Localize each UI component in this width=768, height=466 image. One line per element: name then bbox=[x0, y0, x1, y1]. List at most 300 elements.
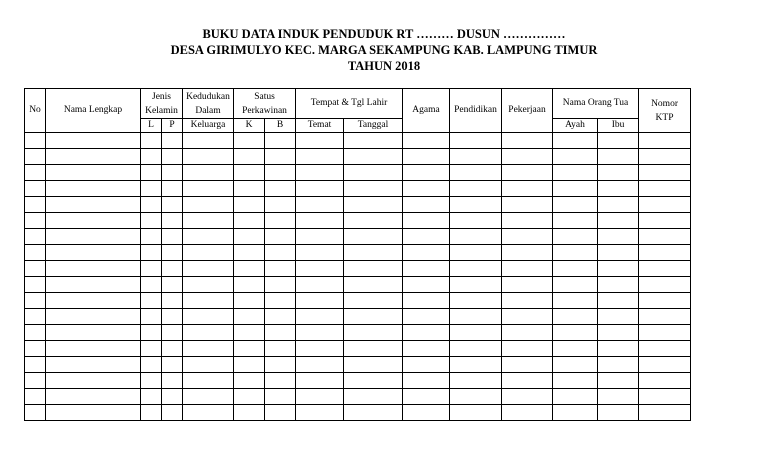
table-cell bbox=[25, 405, 46, 421]
table-cell bbox=[344, 133, 403, 149]
table-cell bbox=[183, 357, 234, 373]
table-row bbox=[25, 357, 691, 373]
table-cell bbox=[639, 405, 691, 421]
table-cell bbox=[265, 341, 296, 357]
table-cell bbox=[141, 405, 162, 421]
table-cell bbox=[403, 309, 450, 325]
table-cell bbox=[141, 165, 162, 181]
table-cell bbox=[265, 405, 296, 421]
table-cell bbox=[502, 245, 553, 261]
header-kedudukan: Kedudukan Dalam bbox=[183, 89, 234, 119]
table-cell bbox=[296, 293, 344, 309]
table-cell bbox=[25, 309, 46, 325]
table-cell bbox=[162, 357, 183, 373]
table-cell bbox=[296, 277, 344, 293]
table-row bbox=[25, 213, 691, 229]
table-cell bbox=[553, 133, 598, 149]
table-cell bbox=[183, 133, 234, 149]
table-row bbox=[25, 197, 691, 213]
table-cell bbox=[598, 197, 639, 213]
table-cell bbox=[234, 373, 265, 389]
table-cell bbox=[639, 389, 691, 405]
table-row bbox=[25, 389, 691, 405]
table-cell bbox=[141, 341, 162, 357]
table-cell bbox=[639, 181, 691, 197]
table-cell bbox=[234, 309, 265, 325]
table-cell bbox=[46, 133, 141, 149]
table-cell bbox=[403, 293, 450, 309]
table-cell bbox=[46, 309, 141, 325]
table-cell bbox=[296, 229, 344, 245]
table-cell bbox=[553, 197, 598, 213]
table-cell bbox=[46, 245, 141, 261]
table-cell bbox=[162, 309, 183, 325]
table-cell bbox=[403, 229, 450, 245]
table-cell bbox=[553, 229, 598, 245]
table-cell bbox=[46, 197, 141, 213]
table-cell bbox=[265, 373, 296, 389]
table-cell bbox=[162, 405, 183, 421]
table-cell bbox=[141, 133, 162, 149]
table-cell bbox=[598, 309, 639, 325]
table-cell bbox=[234, 277, 265, 293]
table-cell bbox=[25, 373, 46, 389]
table-cell bbox=[598, 149, 639, 165]
header-b: B bbox=[265, 119, 296, 133]
table-cell bbox=[296, 373, 344, 389]
table-cell bbox=[639, 261, 691, 277]
table-cell bbox=[46, 165, 141, 181]
table-cell bbox=[234, 405, 265, 421]
table-cell bbox=[265, 181, 296, 197]
table-cell bbox=[553, 277, 598, 293]
table-cell bbox=[162, 133, 183, 149]
table-cell bbox=[598, 133, 639, 149]
table-cell bbox=[502, 213, 553, 229]
table-cell bbox=[403, 181, 450, 197]
table-cell bbox=[141, 229, 162, 245]
table-cell bbox=[162, 277, 183, 293]
table-cell bbox=[183, 213, 234, 229]
table-cell bbox=[25, 229, 46, 245]
table-cell bbox=[162, 373, 183, 389]
table-cell bbox=[141, 325, 162, 341]
header-pekerjaan: Pekerjaan bbox=[502, 89, 553, 133]
table-cell bbox=[450, 149, 502, 165]
table-cell bbox=[502, 405, 553, 421]
table-cell bbox=[296, 389, 344, 405]
table-cell bbox=[639, 245, 691, 261]
table-cell bbox=[502, 293, 553, 309]
table-cell bbox=[553, 165, 598, 181]
table-cell bbox=[25, 341, 46, 357]
table-cell bbox=[141, 149, 162, 165]
table-cell bbox=[450, 325, 502, 341]
table-cell bbox=[450, 293, 502, 309]
table-row bbox=[25, 277, 691, 293]
table-cell bbox=[25, 165, 46, 181]
table-cell bbox=[344, 181, 403, 197]
header-temat: Temat bbox=[296, 119, 344, 133]
table-cell bbox=[162, 165, 183, 181]
table-cell bbox=[553, 293, 598, 309]
table-cell bbox=[183, 181, 234, 197]
table-cell bbox=[46, 213, 141, 229]
header-no: No bbox=[25, 89, 46, 133]
header-tanggal: Tanggal bbox=[344, 119, 403, 133]
table-cell bbox=[639, 341, 691, 357]
table-cell bbox=[403, 165, 450, 181]
table-cell bbox=[141, 181, 162, 197]
header-pendidikan: Pendidikan bbox=[450, 89, 502, 133]
table-cell bbox=[162, 389, 183, 405]
table-cell bbox=[162, 245, 183, 261]
table-cell bbox=[639, 357, 691, 373]
table-cell bbox=[344, 245, 403, 261]
table-cell bbox=[639, 325, 691, 341]
table-cell bbox=[403, 197, 450, 213]
table-cell bbox=[162, 341, 183, 357]
table-cell bbox=[183, 293, 234, 309]
table-cell bbox=[450, 277, 502, 293]
table-cell bbox=[265, 133, 296, 149]
table-cell bbox=[25, 277, 46, 293]
table-cell bbox=[450, 357, 502, 373]
table-cell bbox=[234, 389, 265, 405]
table-cell bbox=[265, 213, 296, 229]
table-row bbox=[25, 181, 691, 197]
table-cell bbox=[46, 325, 141, 341]
table-cell bbox=[265, 149, 296, 165]
table-row bbox=[25, 149, 691, 165]
table-cell bbox=[183, 197, 234, 213]
table-cell bbox=[141, 245, 162, 261]
table-cell bbox=[553, 261, 598, 277]
table-row bbox=[25, 341, 691, 357]
table-cell bbox=[162, 293, 183, 309]
table-cell bbox=[403, 325, 450, 341]
table-cell bbox=[265, 357, 296, 373]
table-cell bbox=[25, 213, 46, 229]
table-cell bbox=[450, 133, 502, 149]
header-ayah: Ayah bbox=[553, 119, 598, 133]
table-cell bbox=[234, 261, 265, 277]
table-cell bbox=[344, 261, 403, 277]
table-cell bbox=[502, 149, 553, 165]
table-cell bbox=[25, 245, 46, 261]
table-cell bbox=[296, 325, 344, 341]
table-cell bbox=[183, 341, 234, 357]
table-cell bbox=[639, 197, 691, 213]
table-cell bbox=[234, 293, 265, 309]
table-cell bbox=[46, 405, 141, 421]
table-cell bbox=[46, 373, 141, 389]
table-cell bbox=[234, 133, 265, 149]
table-cell bbox=[46, 357, 141, 373]
table-cell bbox=[46, 149, 141, 165]
table-cell bbox=[553, 373, 598, 389]
table-cell bbox=[162, 229, 183, 245]
table-cell bbox=[296, 197, 344, 213]
table-cell bbox=[234, 165, 265, 181]
table-cell bbox=[344, 373, 403, 389]
table-cell bbox=[553, 405, 598, 421]
table-cell bbox=[296, 181, 344, 197]
table-cell bbox=[403, 373, 450, 389]
table-cell bbox=[234, 229, 265, 245]
table-cell bbox=[183, 149, 234, 165]
table-cell bbox=[183, 229, 234, 245]
header-tempat-tgl-lahir: Tempat & Tgl Lahir bbox=[296, 89, 403, 119]
table-cell bbox=[265, 245, 296, 261]
header-p: P bbox=[162, 119, 183, 133]
table-cell bbox=[296, 341, 344, 357]
table-cell bbox=[450, 261, 502, 277]
table-cell bbox=[553, 309, 598, 325]
table-cell bbox=[25, 325, 46, 341]
table-cell bbox=[344, 325, 403, 341]
table-cell bbox=[502, 325, 553, 341]
table-cell bbox=[183, 373, 234, 389]
table-cell bbox=[265, 309, 296, 325]
table-cell bbox=[25, 181, 46, 197]
table-cell bbox=[25, 293, 46, 309]
table-cell bbox=[183, 325, 234, 341]
table-cell bbox=[553, 181, 598, 197]
table-cell bbox=[141, 357, 162, 373]
table-cell bbox=[598, 261, 639, 277]
table-cell bbox=[234, 197, 265, 213]
table-cell bbox=[183, 277, 234, 293]
table-cell bbox=[265, 261, 296, 277]
table-cell bbox=[25, 197, 46, 213]
table-cell bbox=[46, 277, 141, 293]
table-cell bbox=[344, 197, 403, 213]
table-cell bbox=[502, 341, 553, 357]
table-cell bbox=[553, 357, 598, 373]
table-cell bbox=[502, 261, 553, 277]
table-cell bbox=[639, 213, 691, 229]
table-cell bbox=[502, 309, 553, 325]
table-cell bbox=[598, 389, 639, 405]
table-cell bbox=[598, 165, 639, 181]
table-cell bbox=[450, 181, 502, 197]
table-cell bbox=[265, 197, 296, 213]
table-cell bbox=[344, 149, 403, 165]
table-cell bbox=[183, 245, 234, 261]
header-k: K bbox=[234, 119, 265, 133]
table-cell bbox=[183, 389, 234, 405]
table-cell bbox=[502, 389, 553, 405]
table-cell bbox=[598, 213, 639, 229]
table-cell bbox=[403, 213, 450, 229]
table-cell bbox=[403, 341, 450, 357]
header-nomor-ktp: Nomor KTP bbox=[639, 89, 691, 133]
table-cell bbox=[553, 245, 598, 261]
population-data-table bbox=[24, 88, 691, 421]
table-cell bbox=[25, 389, 46, 405]
table-cell bbox=[639, 293, 691, 309]
table-cell bbox=[639, 309, 691, 325]
table-cell bbox=[553, 149, 598, 165]
table-cell bbox=[162, 213, 183, 229]
table-cell bbox=[265, 389, 296, 405]
table-cell bbox=[553, 213, 598, 229]
table-cell bbox=[403, 357, 450, 373]
table-cell bbox=[598, 341, 639, 357]
table-cell bbox=[25, 133, 46, 149]
table-cell bbox=[598, 245, 639, 261]
table-cell bbox=[296, 405, 344, 421]
table-cell bbox=[450, 245, 502, 261]
table-cell bbox=[403, 389, 450, 405]
table-cell bbox=[162, 197, 183, 213]
table-cell bbox=[553, 325, 598, 341]
table-cell bbox=[450, 213, 502, 229]
table-cell bbox=[403, 261, 450, 277]
table-cell bbox=[639, 373, 691, 389]
table-row bbox=[25, 261, 691, 277]
table-cell bbox=[234, 325, 265, 341]
table-cell bbox=[296, 245, 344, 261]
table-cell bbox=[162, 261, 183, 277]
table-cell bbox=[639, 165, 691, 181]
table-cell bbox=[598, 277, 639, 293]
table-cell bbox=[598, 373, 639, 389]
table-row bbox=[25, 165, 691, 181]
table-cell bbox=[296, 261, 344, 277]
table-cell bbox=[141, 277, 162, 293]
table-cell bbox=[46, 181, 141, 197]
table-cell bbox=[296, 133, 344, 149]
table-cell bbox=[162, 181, 183, 197]
table-cell bbox=[183, 165, 234, 181]
table-cell bbox=[403, 245, 450, 261]
table-cell bbox=[25, 357, 46, 373]
table-cell bbox=[234, 245, 265, 261]
table-cell bbox=[553, 389, 598, 405]
table-row bbox=[25, 293, 691, 309]
table-cell bbox=[344, 341, 403, 357]
table-cell bbox=[403, 277, 450, 293]
table-row bbox=[25, 325, 691, 341]
table-cell bbox=[502, 181, 553, 197]
table-cell bbox=[344, 229, 403, 245]
table-cell bbox=[265, 325, 296, 341]
table-cell bbox=[502, 373, 553, 389]
table-cell bbox=[141, 213, 162, 229]
table-cell bbox=[450, 165, 502, 181]
table-cell bbox=[296, 165, 344, 181]
table-cell bbox=[265, 277, 296, 293]
table-cell bbox=[344, 213, 403, 229]
header-keluarga: Keluarga bbox=[183, 119, 234, 133]
table-cell bbox=[296, 213, 344, 229]
table-cell bbox=[639, 277, 691, 293]
table-cell bbox=[296, 309, 344, 325]
header-jenis-kelamin: Jenis Kelamin bbox=[141, 89, 183, 119]
header-status-perkawinan: Satus Perkawinan bbox=[234, 89, 296, 119]
table-cell bbox=[598, 229, 639, 245]
table-cell bbox=[639, 133, 691, 149]
header-ibu: Ibu bbox=[598, 119, 639, 133]
table-cell bbox=[162, 149, 183, 165]
table-cell bbox=[46, 389, 141, 405]
table-cell bbox=[598, 181, 639, 197]
table-cell bbox=[183, 405, 234, 421]
table-cell bbox=[639, 149, 691, 165]
table-cell bbox=[598, 357, 639, 373]
table-cell bbox=[46, 261, 141, 277]
table-cell bbox=[502, 133, 553, 149]
table-cell bbox=[25, 149, 46, 165]
table-cell bbox=[344, 165, 403, 181]
table-cell bbox=[344, 293, 403, 309]
table-cell bbox=[502, 197, 553, 213]
table-cell bbox=[46, 341, 141, 357]
table-row bbox=[25, 133, 691, 149]
title-line-1: BUKU DATA INDUK PENDUDUK RT ……… DUSUN …………… bbox=[202, 27, 566, 41]
table-cell bbox=[141, 261, 162, 277]
table-cell bbox=[598, 405, 639, 421]
table-cell bbox=[25, 261, 46, 277]
table-cell bbox=[344, 389, 403, 405]
table-cell bbox=[234, 181, 265, 197]
table-cell bbox=[141, 373, 162, 389]
table-cell bbox=[234, 149, 265, 165]
table-body bbox=[25, 133, 691, 421]
header-agama: Agama bbox=[403, 89, 450, 133]
table-cell bbox=[46, 229, 141, 245]
table-cell bbox=[265, 165, 296, 181]
table-cell bbox=[46, 293, 141, 309]
table-cell bbox=[141, 389, 162, 405]
table-cell bbox=[296, 357, 344, 373]
table-cell bbox=[265, 229, 296, 245]
table-cell bbox=[141, 197, 162, 213]
table-cell bbox=[502, 357, 553, 373]
table-row bbox=[25, 229, 691, 245]
title-line-3: TAHUN 2018 bbox=[347, 59, 421, 73]
table-cell bbox=[450, 309, 502, 325]
title-line-2: DESA GIRIMULYO KEC. MARGA SEKAMPUNG KAB. LAMPUNG TIMUR bbox=[170, 43, 598, 57]
table-cell bbox=[344, 357, 403, 373]
table-cell bbox=[403, 133, 450, 149]
table-cell bbox=[183, 309, 234, 325]
header-l: L bbox=[141, 119, 162, 133]
table-row bbox=[25, 245, 691, 261]
table-cell bbox=[639, 229, 691, 245]
table-row bbox=[25, 373, 691, 389]
table-cell bbox=[265, 293, 296, 309]
table-cell bbox=[234, 357, 265, 373]
table-cell bbox=[502, 229, 553, 245]
table-cell bbox=[234, 213, 265, 229]
table-row bbox=[25, 405, 691, 421]
table-cell bbox=[450, 229, 502, 245]
table-cell bbox=[598, 293, 639, 309]
table-cell bbox=[502, 165, 553, 181]
table-cell bbox=[141, 293, 162, 309]
table-cell bbox=[234, 341, 265, 357]
table-cell bbox=[403, 405, 450, 421]
table-cell bbox=[598, 325, 639, 341]
table-cell bbox=[502, 277, 553, 293]
table-row bbox=[25, 309, 691, 325]
table-cell bbox=[141, 309, 162, 325]
table-cell bbox=[296, 149, 344, 165]
table-cell bbox=[553, 341, 598, 357]
